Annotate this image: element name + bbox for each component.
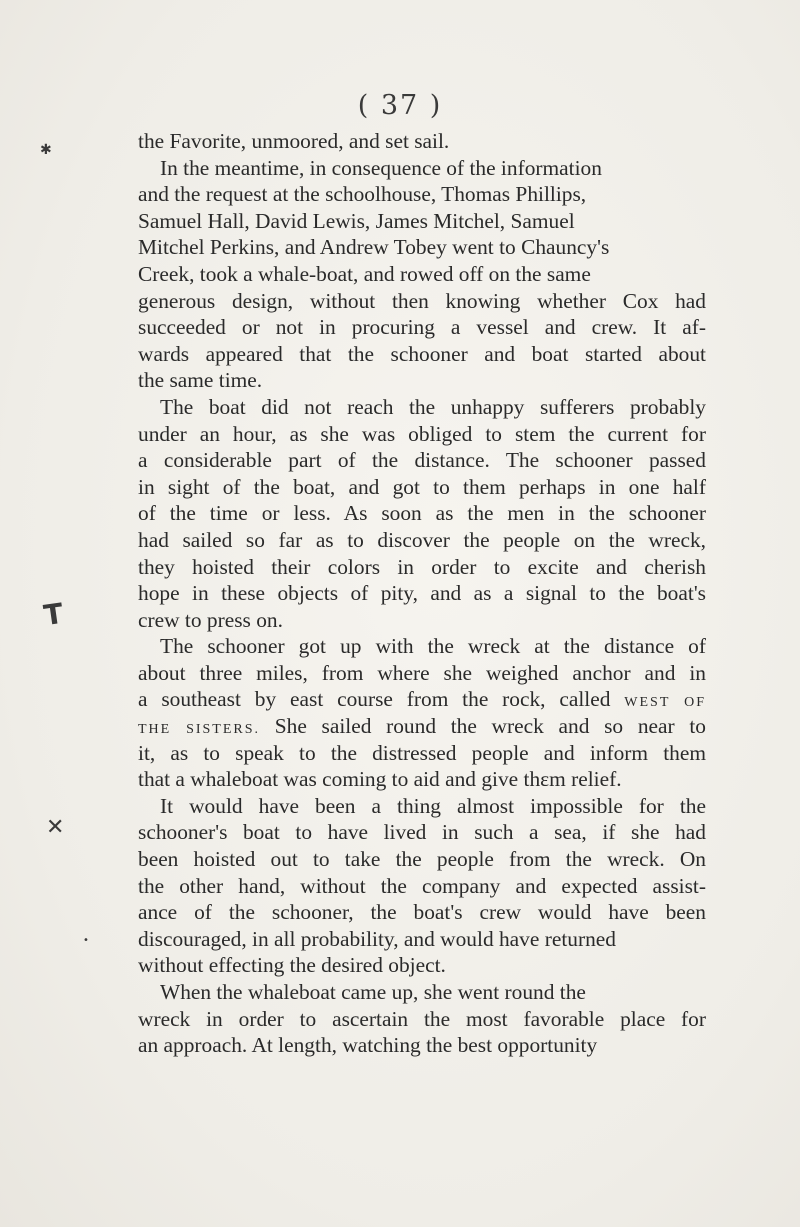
text-line xyxy=(138,341,706,368)
text-segment: The schooner got up with the wreck at the distance of xyxy=(160,634,706,659)
text-line xyxy=(138,607,706,634)
text-line xyxy=(138,926,706,953)
text-segment: hope in these objects of pity, and as a signal to the boat's xyxy=(138,581,706,606)
text-line xyxy=(138,660,706,687)
text-line xyxy=(138,979,706,1006)
text-line xyxy=(138,128,706,155)
text-segment: It would have been a thing almost impossible for the xyxy=(160,793,706,818)
text-line xyxy=(138,527,706,554)
text-segment: Mitchel Perkins, and Andrew Tobey went to Chauncy's xyxy=(138,235,610,260)
text-line xyxy=(138,873,706,900)
text-line xyxy=(138,952,706,979)
text-line xyxy=(138,314,706,341)
text-segment: The boat did not reach the unhappy sufferers probably xyxy=(160,394,706,419)
text-segment: a considerable part of the distance. The schooner passed xyxy=(138,448,706,473)
margin-mark-asterisk: ✱ xyxy=(40,142,52,158)
page-number: ( 37 ) xyxy=(357,90,443,121)
text-segment: the Favorite, unmoored, and set sail. xyxy=(138,129,450,153)
text-segment: ance of the schooner, the boat's crew would have been xyxy=(138,900,706,925)
text-segment: the other hand, without the company and expected assist- xyxy=(138,873,706,898)
text-line xyxy=(138,580,706,607)
margin-mark-t: T xyxy=(41,596,66,633)
text-line xyxy=(138,261,706,288)
text-line xyxy=(138,846,706,873)
text-segment: under an hour, as she was obliged to stem the current for xyxy=(138,421,706,446)
text-line xyxy=(138,740,706,767)
text-segment: an approach. At length, watching the best opportunity xyxy=(138,1033,598,1058)
text-segment: had sailed so far as to discover the people on the wreck, xyxy=(138,527,706,552)
text-line xyxy=(138,421,706,448)
text-line xyxy=(138,899,706,926)
text-segment: been hoisted out to take the people from the wreck. On xyxy=(138,847,706,872)
text-line xyxy=(138,447,706,474)
text-segment: wreck in order to ascertain the most favorable place for xyxy=(138,1006,706,1031)
text-segment: In the meantime, in consequence of the information xyxy=(160,155,602,180)
text-line xyxy=(138,1006,706,1033)
text-line xyxy=(138,234,706,261)
text-line xyxy=(138,155,706,182)
text-line xyxy=(138,793,706,820)
text-line xyxy=(138,713,706,740)
text-segment: When the whaleboat came up, she went round the xyxy=(160,980,586,1004)
body-text xyxy=(138,128,706,1059)
text-segment: a southeast by east course from the rock, called xyxy=(138,687,625,712)
text-segment: schooner's boat to have lived in such a sea, if she had xyxy=(138,820,706,845)
text-line xyxy=(138,394,706,421)
text-line xyxy=(138,686,706,713)
text-line xyxy=(138,288,706,315)
text-segment: Creek, took a whale-boat, and rowed off on the same xyxy=(138,261,591,286)
text-segment: the same time. xyxy=(138,368,263,393)
text-segment: of the time or less. As soon as the men in the schooner xyxy=(138,501,706,526)
margin-mark-cross: ✕ xyxy=(46,815,65,840)
text-line xyxy=(138,554,706,581)
text-line xyxy=(138,819,706,846)
small-caps-text: THE SISTERS. xyxy=(138,722,261,738)
text-line xyxy=(138,500,706,527)
text-segment: crew to press on. xyxy=(138,607,283,632)
text-segment: about three miles, from where she weighed anchor and in xyxy=(138,660,706,685)
small-caps-text: WEST OF xyxy=(624,695,707,711)
text-segment: that a whaleboat was coming to aid and give thεm relief. xyxy=(138,767,622,792)
text-segment: they hoisted their colors in order to excite and cherish xyxy=(138,554,706,579)
text-line xyxy=(138,766,706,793)
text-line xyxy=(138,633,706,660)
text-segment: in sight of the boat, and got to them perhaps in one half xyxy=(138,474,706,499)
text-segment: discouraged, in all probability, and would have returned xyxy=(138,926,616,951)
text-segment: wards appeared that the schooner and boat started about xyxy=(138,341,706,366)
text-line xyxy=(138,367,706,394)
text-segment: Samuel Hall, David Lewis, James Mitchel, Samuel xyxy=(138,208,575,233)
text-line xyxy=(138,208,706,235)
text-line xyxy=(138,181,706,208)
text-segment: it, as to speak to the distressed people and inform them xyxy=(138,740,706,765)
text-segment: without effecting the desired object. xyxy=(138,953,446,978)
margin-mark-dot: • xyxy=(83,935,89,946)
text-line xyxy=(138,1032,706,1059)
text-segment: She sailed round the wreck and so near to xyxy=(260,714,706,739)
text-segment: succeeded or not in procuring a vessel and crew. It af- xyxy=(138,315,706,340)
text-segment: generous design, without then knowing whether Cox had xyxy=(138,288,706,313)
text-line xyxy=(138,474,706,501)
text-segment: and the request at the schoolhouse, Thomas Phillips, xyxy=(138,182,587,207)
